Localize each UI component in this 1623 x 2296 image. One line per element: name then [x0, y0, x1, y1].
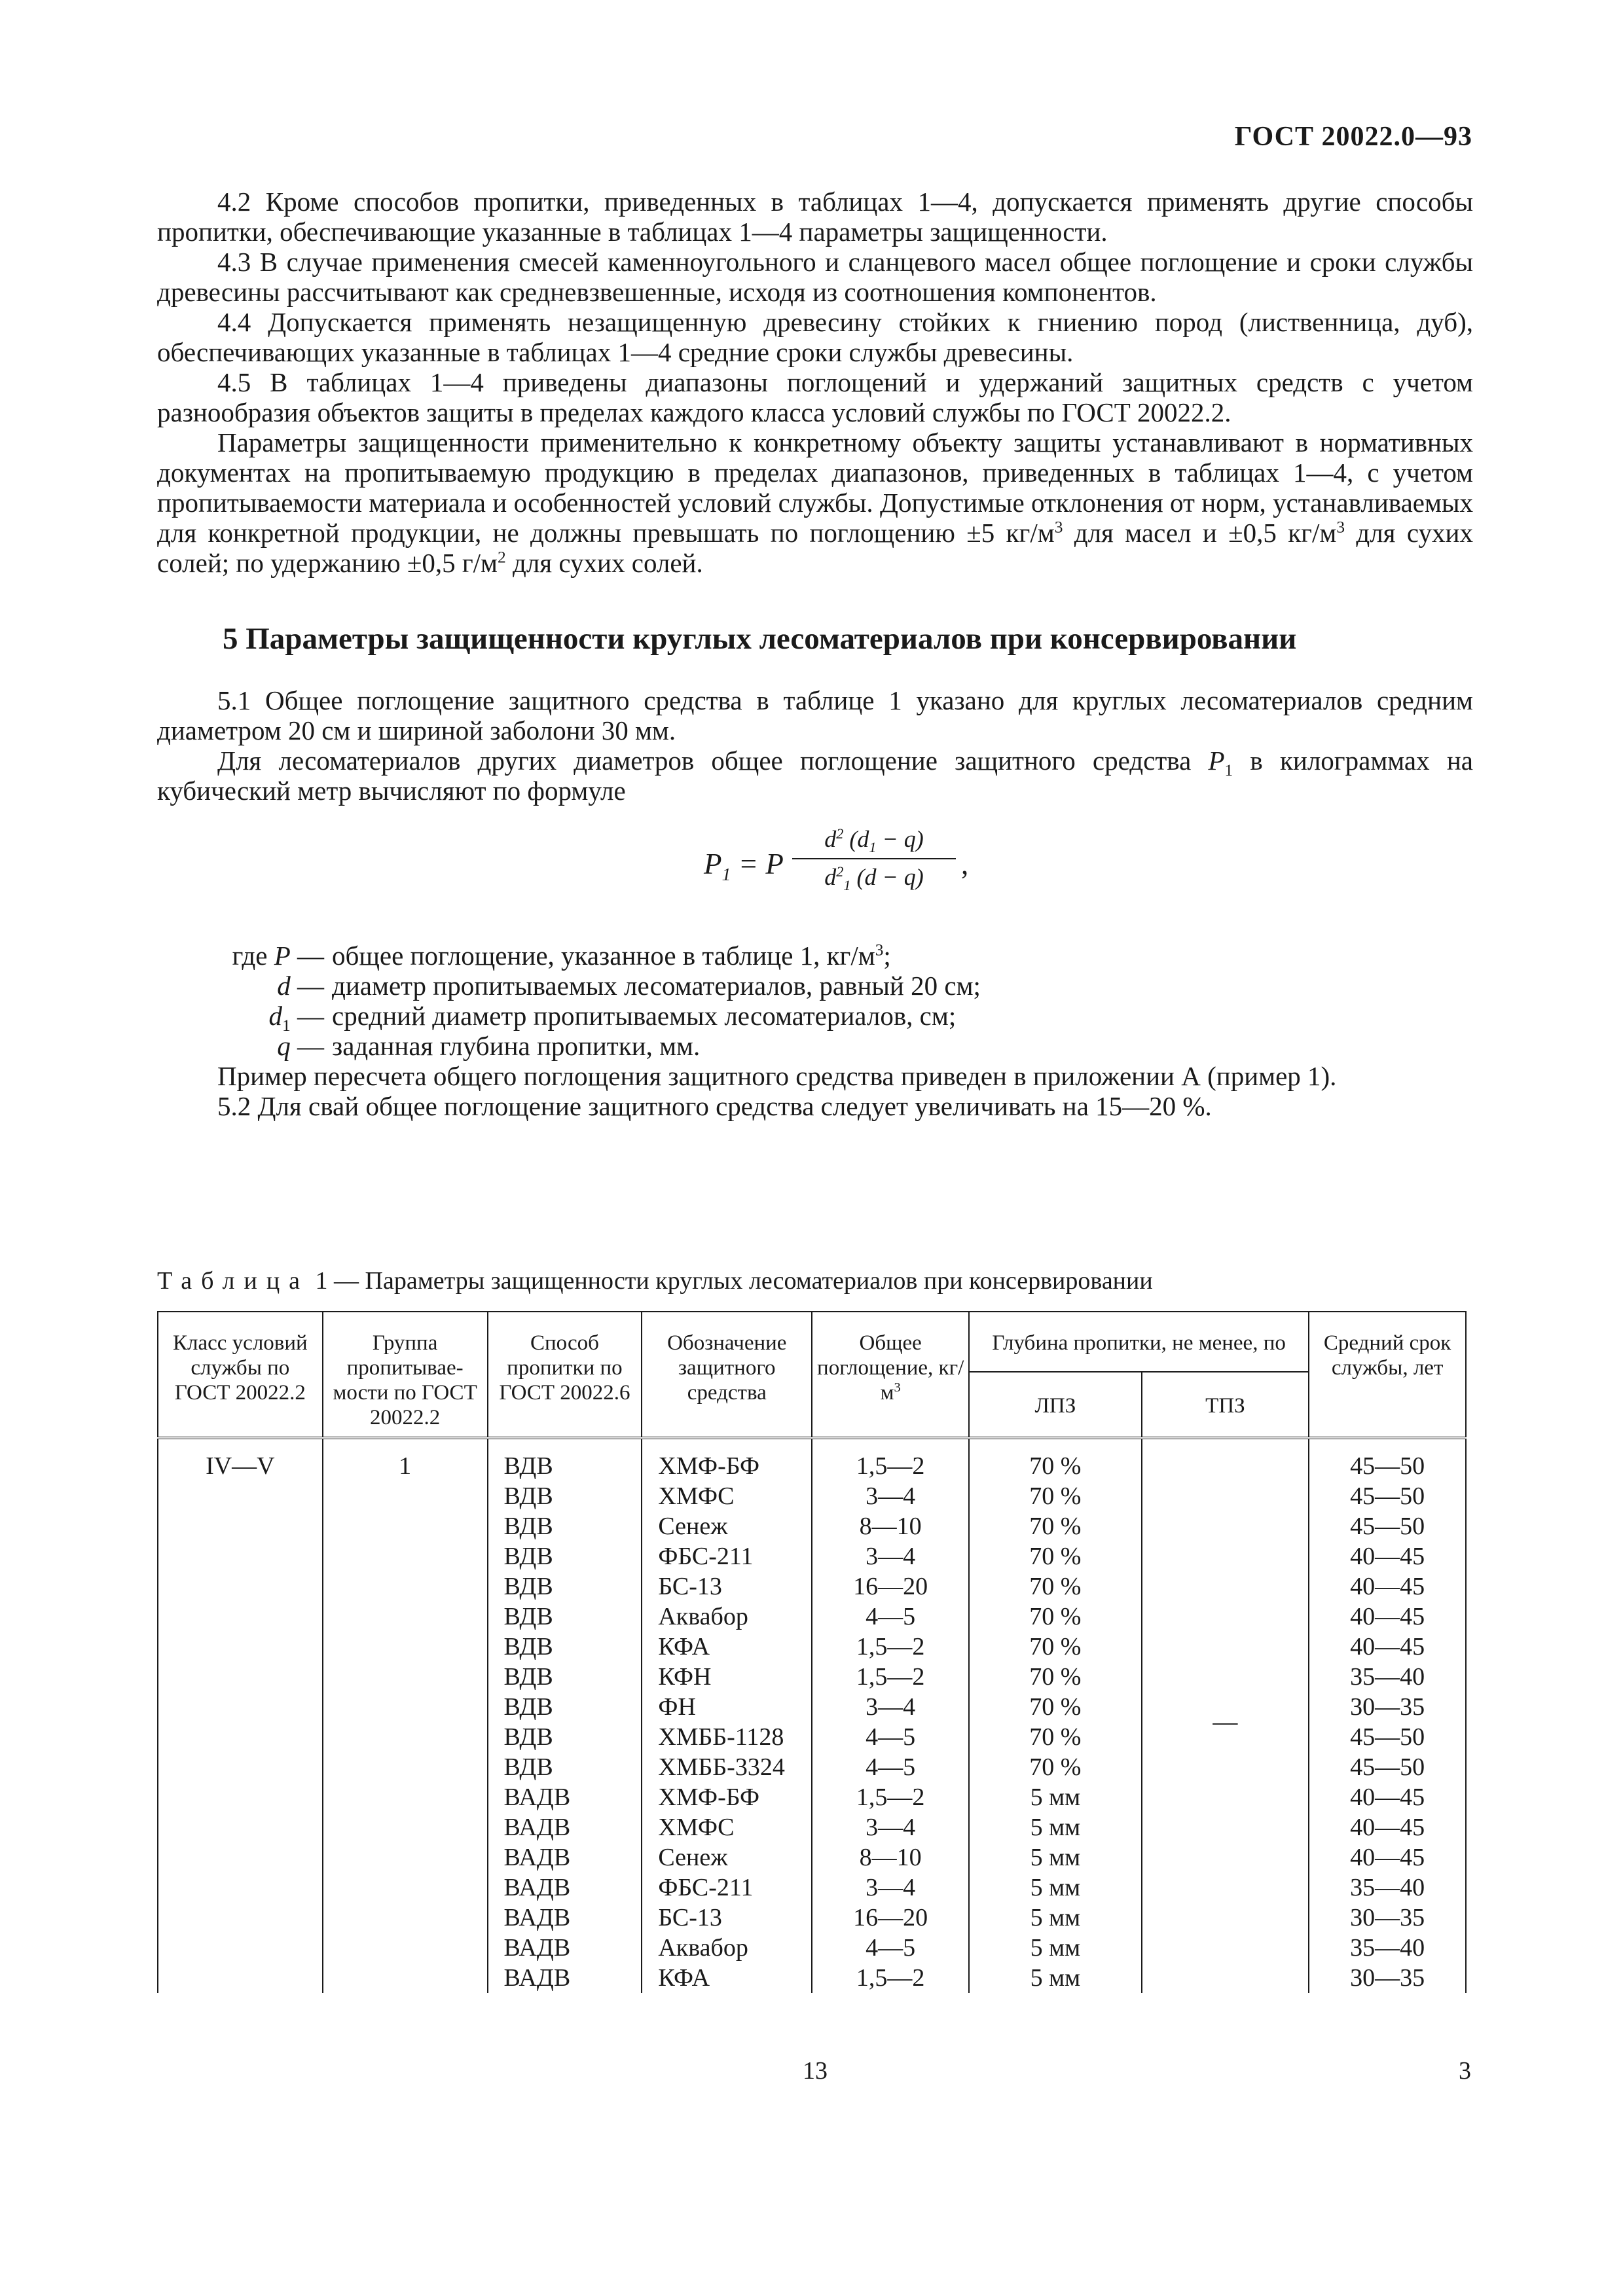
cell-lpz: 70 % [969, 1511, 1142, 1541]
paragraph-5-1: 5.1 Общее поглощение защитного средства в таблице 1 указано для круглых лесоматериалов средним диаметром 20 см и шириной заболони 30 мм. [157, 685, 1473, 745]
cell-method: ВАДВ [488, 1812, 642, 1842]
cell-absorption: 3—4 [812, 1692, 969, 1722]
definition-row [157, 1001, 1473, 1035]
cell-agent: БС-13 [642, 1571, 812, 1602]
cell-agent: ХМФ-БФ [642, 1782, 812, 1812]
cell-absorption: 8—10 [812, 1511, 969, 1541]
formula-fraction [792, 824, 956, 892]
definition-symbol: где P — [232, 941, 324, 971]
cell-agent: ХМББ-1128 [642, 1722, 812, 1752]
cell-life: 30—35 [1309, 1692, 1466, 1722]
cell-method: ВДВ [488, 1571, 642, 1602]
formula-definitions [157, 941, 1473, 1061]
definition-symbol: d — [277, 971, 324, 1001]
definition-symbol: q — [277, 1031, 324, 1061]
cell-method: ВДВ [488, 1722, 642, 1752]
cell-life: 30—35 [1309, 1963, 1466, 1993]
paragraph-example: Пример пересчета общего поглощения защитного средства приведен в приложении А (пример 1). [217, 1061, 1337, 1091]
table-caption: Таблица 1 — Параметры защищенности круглых лесоматериалов при консервировании [157, 1267, 1153, 1295]
cell-method: ВДВ [488, 1481, 642, 1511]
table-row [158, 1451, 1466, 1481]
cell-lpz: 5 мм [969, 1812, 1142, 1842]
cell-method: ВАДВ [488, 1933, 642, 1963]
cell-agent: ФБС-211 [642, 1541, 812, 1571]
cell-method: ВДВ [488, 1662, 642, 1692]
header-tpz: ТПЗ [1142, 1372, 1309, 1438]
cell-group: 1 [323, 1451, 488, 1993]
cell-agent: КФА [642, 1963, 812, 1993]
cell-life: 35—40 [1309, 1933, 1466, 1963]
formula-lhs: $P_1 = P$ [704, 848, 784, 885]
definition-row [157, 1031, 1473, 1061]
cell-agent: КФА [642, 1632, 812, 1662]
cell-life: 45—50 [1309, 1752, 1466, 1782]
cell-life: 30—35 [1309, 1903, 1466, 1933]
cell-absorption: 1,5—2 [812, 1782, 969, 1812]
header-designation: Обозначение защитного средства [642, 1312, 812, 1438]
table-body [158, 1438, 1466, 1993]
cell-absorption: 3—4 [812, 1541, 969, 1571]
header-life: Средний срок службы, лет [1309, 1312, 1466, 1438]
cell-lpz: 70 % [969, 1602, 1142, 1632]
header-class: Класс условий службы по ГОСТ 20022.2 [158, 1312, 323, 1438]
cell-method: ВДВ [488, 1752, 642, 1782]
cell-lpz: 70 % [969, 1662, 1142, 1692]
cell-absorption: 1,5—2 [812, 1451, 969, 1481]
definition-text: средний диаметр пропитываемых лесоматериалов, см; [332, 1001, 957, 1031]
paragraph-protection-params: Параметры защищенности применительно к конкретному объекту защиты устанавливают в нормативных документах на пропитываемую продукцию в пределах диапазонов, приведенных в таблицах 1—4, с учетом пропитываемости материала и особенностей условий службы. Допустимые отклонения от норм, устанавливаемых для конкретной продукции, не должны превышать по поглощению ±5 $кг/м^3$ для масел и ±0,5 $кг/м^3$ для сухих солей; по удержанию ±0,5 $г/м^2$ для сухих солей. [157, 427, 1473, 578]
cell-life: 40—45 [1309, 1782, 1466, 1812]
cell-agent: ХМББ-3324 [642, 1752, 812, 1782]
cell-agent: Сенеж [642, 1842, 812, 1873]
cell-agent: ХМФС [642, 1812, 812, 1842]
cell-lpz: 70 % [969, 1481, 1142, 1511]
cell-life: 35—40 [1309, 1662, 1466, 1692]
header-separator-row [158, 1438, 1466, 1451]
cell-agent: ФН [642, 1692, 812, 1722]
paragraph-4-4: 4.4 Допускается применять незащищенную древесину стойких к гниению пород (лиственница, дуб), обеспечивающих указанные в таблицах 1—4 средние сроки службы древесины. [157, 307, 1473, 367]
cell-absorption: 8—10 [812, 1842, 969, 1873]
cell-absorption: 1,5—2 [812, 1963, 969, 1993]
cell-life: 45—50 [1309, 1481, 1466, 1511]
cell-lpz: 70 % [969, 1571, 1142, 1602]
paragraph-5-2: 5.2 Для свай общее поглощение защитного средства следует увеличивать на 15—20 %. [217, 1091, 1212, 1121]
cell-method: ВАДВ [488, 1842, 642, 1873]
cell-lpz: 70 % [969, 1752, 1142, 1782]
cell-lpz: 5 мм [969, 1903, 1142, 1933]
cell-lpz: 5 мм [969, 1873, 1142, 1903]
definition-symbol: $d_1$ — [268, 1001, 324, 1035]
cell-agent: ФБС-211 [642, 1873, 812, 1903]
cell-absorption: 16—20 [812, 1571, 969, 1602]
cell-method: ВДВ [488, 1511, 642, 1541]
cell-lpz: 5 мм [969, 1963, 1142, 1993]
cell-agent: Аквабор [642, 1602, 812, 1632]
header-group: Группа пропитывае-мости по ГОСТ 20022.2 [323, 1312, 488, 1438]
cell-absorption: 1,5—2 [812, 1632, 969, 1662]
cell-absorption: 3—4 [812, 1812, 969, 1842]
cell-method: ВАДВ [488, 1963, 642, 1993]
definition-row [157, 971, 1473, 1001]
cell-class: IV—V [158, 1451, 323, 1993]
cell-agent: БС-13 [642, 1903, 812, 1933]
cell-lpz: 5 мм [969, 1782, 1142, 1812]
cell-life: 40—45 [1309, 1842, 1466, 1873]
document-id-header: ГОСТ 20022.0—93 [1234, 122, 1472, 152]
formula-denominator: $d^2_1$ (d − q) [824, 863, 924, 894]
cell-absorption: 4—5 [812, 1752, 969, 1782]
cell-absorption: 4—5 [812, 1722, 969, 1752]
cell-lpz: 5 мм [969, 1933, 1142, 1963]
definition-row [157, 941, 1473, 971]
cell-absorption: 1,5—2 [812, 1662, 969, 1692]
cell-method: ВАДВ [488, 1873, 642, 1903]
cell-life: 40—45 [1309, 1812, 1466, 1842]
cell-method: ВДВ [488, 1692, 642, 1722]
cell-agent: КФН [642, 1662, 812, 1692]
cell-life: 40—45 [1309, 1541, 1466, 1571]
definition-text: заданная глубина пропитки, мм. [332, 1031, 701, 1061]
formula-comma: , [961, 848, 969, 880]
header-absorption: Общее поглощение, $кг/м^3$ [812, 1312, 969, 1438]
header-method: Способ пропитки по ГОСТ 20022.6 [488, 1312, 642, 1438]
cell-method: ВДВ [488, 1632, 642, 1662]
cell-lpz: 70 % [969, 1632, 1142, 1662]
page-number-right: 3 [1459, 2057, 1471, 2085]
absorption-formula [157, 824, 1473, 909]
cell-absorption: 4—5 [812, 1933, 969, 1963]
cell-life: 35—40 [1309, 1873, 1466, 1903]
body-text [157, 187, 1473, 1121]
cell-method: ВАДВ [488, 1903, 642, 1933]
cell-life: 45—50 [1309, 1511, 1466, 1541]
cell-life: 45—50 [1309, 1451, 1466, 1481]
cell-absorption: 3—4 [812, 1873, 969, 1903]
definition-text: общее поглощение, указанное в таблице 1, $кг/м^3$; [332, 941, 891, 971]
paragraph-4-5: 4.5 В таблицах 1—4 приведены диапазоны поглощений и удержаний защитных средств с учетом разнообразия объектов защиты в пределах каждого класса условий службы по ГОСТ 20022.2. [157, 367, 1473, 427]
cell-life: 40—45 [1309, 1571, 1466, 1602]
paragraph-formula-intro: Для лесоматериалов других диаметров общее поглощение защитного средства $P_1$ в килограммах на кубический метр вычисляют по формуле [157, 745, 1473, 806]
cell-life: 45—50 [1309, 1722, 1466, 1752]
cell-agent: ХМФС [642, 1481, 812, 1511]
section-5-title: 5 Параметры защищенности круглых лесоматериалов при консервировании [223, 622, 1297, 656]
cell-method: ВДВ [488, 1602, 642, 1632]
paragraph-4-2: 4.2 Кроме способов пропитки, приведенных в таблицах 1—4, допускается применять другие способы пропитки, обеспечивающие указанные в таблицах 1—4 параметры защищенности. [157, 187, 1473, 247]
cell-lpz: 70 % [969, 1451, 1142, 1481]
definition-text: диаметр пропитываемых лесоматериалов, равный 20 см; [332, 971, 981, 1001]
cell-lpz: 70 % [969, 1541, 1142, 1571]
cell-absorption: 16—20 [812, 1903, 969, 1933]
header-lpz: ЛПЗ [969, 1372, 1142, 1438]
paragraph-4-3: 4.3 В случае применения смесей каменноугольного и сланцевого масел общее поглощение и сроки службы древесины рассчитывают как средневзвешенные, исходя из соотношения компонентов. [157, 247, 1473, 307]
cell-tpz: — [1142, 1451, 1309, 1993]
cell-absorption: 4—5 [812, 1602, 969, 1632]
page-number-center: 13 [803, 2057, 828, 2085]
cell-lpz: 70 % [969, 1692, 1142, 1722]
cell-method: ВАДВ [488, 1782, 642, 1812]
cell-life: 40—45 [1309, 1632, 1466, 1662]
cell-agent: Сенеж [642, 1511, 812, 1541]
header-depth: Глубина пропитки, не менее, по [969, 1312, 1309, 1372]
cell-agent: ХМФ-БФ [642, 1451, 812, 1481]
cell-absorption: 3—4 [812, 1481, 969, 1511]
cell-method: ВДВ [488, 1541, 642, 1571]
formula-numerator: $d^2$ $(d_1 - q)$ [792, 824, 956, 859]
cell-lpz: 5 мм [969, 1842, 1142, 1873]
cell-agent: Аквабор [642, 1933, 812, 1963]
cell-lpz: 70 % [969, 1722, 1142, 1752]
protection-params-table [157, 1311, 1467, 1993]
cell-life: 40—45 [1309, 1602, 1466, 1632]
cell-method: ВДВ [488, 1451, 642, 1481]
